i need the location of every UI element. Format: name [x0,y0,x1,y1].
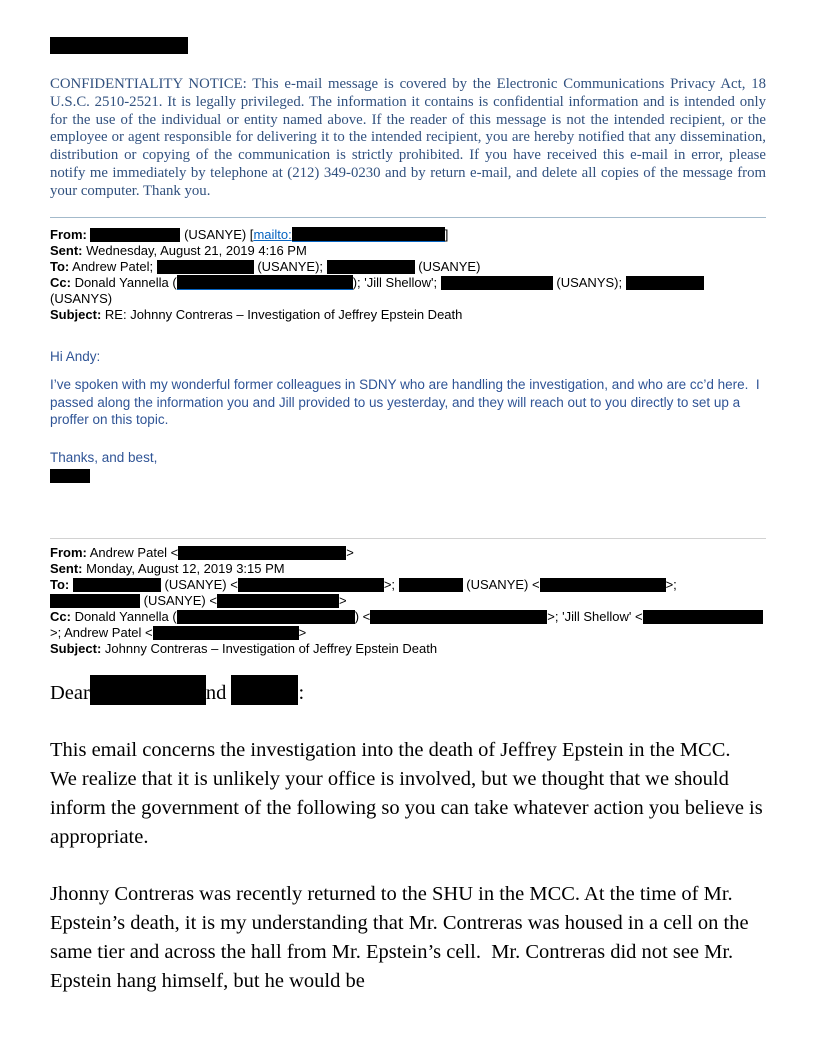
text-segment: ) < [354,609,371,625]
redaction-bar [370,610,547,624]
text-segment: >; 'Jill Shellow' < [547,609,643,625]
text-segment: ); 'Jill Shellow'; [352,274,441,290]
redaction-bar [90,228,180,242]
redaction-bar [238,578,384,592]
text-segment: (USANYS) [50,290,113,306]
redaction-bar [177,610,355,624]
email2-paragraph-1: This email concerns the investigation into the death of Jeffrey Epstein in the MCC. We realize that it is unlikely your office is involved, but we thought that we should inform the government of the following so you can take whatever action you believe is appropriate. [50,739,768,849]
email2-body [50,675,766,996]
email2-salutation [50,675,766,708]
email1-closing: Thanks, and best, [50,449,158,465]
header-divider-top [50,217,766,218]
text-segment: Johnny Contreras – Investigation of Jeffrey Epstein Death [101,641,438,657]
redaction-bar [327,260,415,274]
redaction-bar [540,578,666,592]
text-segment: Monday, August 12, 2019 3:15 PM [82,561,285,577]
email2-sent-line [50,561,766,577]
redaction-bar [643,610,763,624]
text-segment: Andrew Patel < [86,545,179,561]
text-segment: (USANYE) < [462,577,540,593]
email1-cc-line [50,275,766,307]
redaction-bar [73,578,161,592]
text-segment: nd [205,682,232,705]
email2-subject-line [50,641,766,657]
header-field-label: Subject: [50,306,102,322]
email1-greeting: Hi Andy: [50,348,101,364]
text-segment: RE: Johnny Contreras – Investigation of Jeffrey Epstein Death [101,306,463,322]
text-segment: (USANYE) < [140,593,217,609]
text-segment: Donald Yannella ( [70,274,177,290]
redaction-bar [626,276,704,290]
text-segment: Dear [50,682,90,705]
email2-to-line [50,577,766,609]
mailto-link[interactable]: mailto: [253,226,292,242]
email2-cc-line [50,609,766,641]
top-redaction-bar [50,37,188,54]
email2-header [50,545,766,657]
redaction-bar [441,276,553,290]
text-segment: > [338,593,347,609]
text-segment: (USANYE); [253,258,327,274]
email1-from-line [50,227,766,243]
confidentiality-notice: CONFIDENTIALITY NOTICE: This e-mail message is covered by the Electronic Communications Privacy Act, 18 U.S.C. 2510-2521. It is legally privileged. The information it contains is confidential information and is intended only for the use of the individual or entity named above. If the reader of this message is not the intended recipient, or the employee or agent responsible for delivering it to the intended recipient, you are hereby notified that any dissemination, distribution or copying of the communication is strictly prohibited. If you have received this e-mail in error, please notify me immediately by telephone at (212) 349-0230 and by return e-mail, and delete all copies of the message from your computer. Thank you. [50,76,766,199]
text-segment: Donald Yannella ( [70,609,177,625]
email2-from-line [50,545,766,561]
text-segment: Wednesday, August 21, 2019 4:16 PM [82,242,307,258]
redaction-bar [50,594,140,608]
text-segment: Andrew Patel; [69,258,157,274]
email1-paragraph: I’ve spoken with my wonderful former colleagues in SDNY who are handling the investigation, and who are cc’d here. I passed along the information you and Jill provided to us yesterday, and they will reach out to you directly to set up a proffer on this topic. [50,377,764,428]
redaction-bar [178,546,346,560]
text-segment: >; [665,577,677,593]
email1-sent-line [50,243,766,259]
redaction-bar [157,260,254,274]
text-segment: >; [383,577,399,593]
text-segment: (USANYS); [552,274,626,290]
email2-paragraph-2: Jhonny Contreras was recently returned to the SHU in the MCC. At the time of Mr. Epstein’s death, it is my understanding that Mr. Contreras was housed in a cell on the same tier and across the hall from Mr. Epstein’s cell. Mr. Contreras did not see Mr. Epstein hang himself, but he would be [50,883,754,993]
text-segment: ] [444,226,449,242]
text-segment: : [298,682,305,705]
redaction-bar [153,626,299,640]
signature-redaction-bar [50,469,90,483]
redaction-bar [399,578,463,592]
header-divider-middle [50,538,766,539]
header-field-label: To: [50,258,70,274]
header-field-label: Cc: [50,274,71,290]
email1-to-line [50,259,766,275]
text-segment: (USANYE) < [160,577,238,593]
text-segment: (USANYE) [ [180,226,254,242]
email1-subject-line [50,307,766,323]
header-field-label: To: [50,577,70,593]
header-field-label: From: [50,545,87,561]
header-field-label: Cc: [50,609,71,625]
header-field-label: Sent: [50,561,83,577]
redaction-bar [292,227,445,242]
redaction-bar [177,275,353,290]
header-field-label: Sent: [50,242,83,258]
text-segment: (USANYE) [414,258,481,274]
text-segment: > [346,545,354,561]
redaction-bar [90,675,206,705]
email1-body [50,348,766,484]
redaction-bar [217,594,339,608]
text-segment: >; Andrew Patel < [50,625,153,641]
header-field-label: Subject: [50,641,102,657]
email1-header [50,227,766,323]
header-field-label: From: [50,226,87,242]
redaction-bar [231,675,298,705]
text-segment: > [298,625,307,641]
